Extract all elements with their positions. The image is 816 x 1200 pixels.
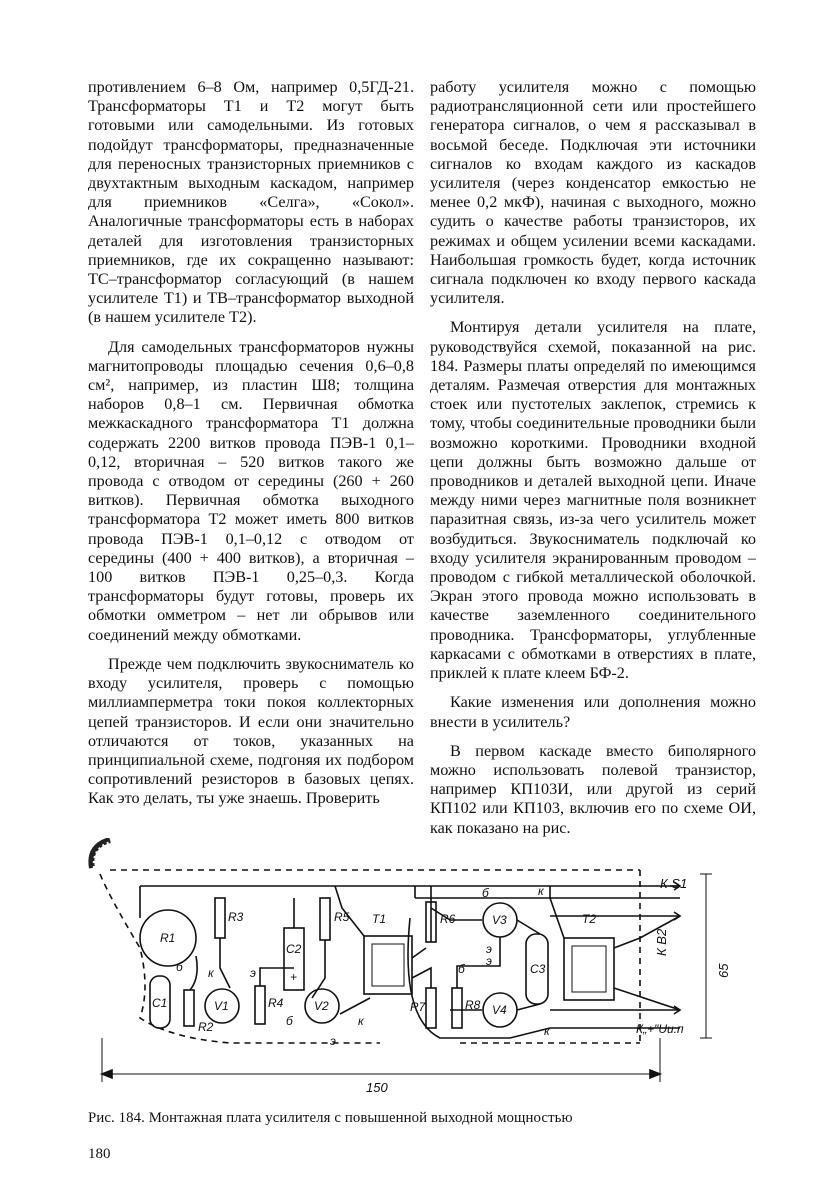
emitter-label-1: э xyxy=(250,966,256,980)
emitter-label-3: э xyxy=(486,942,492,956)
left-text-column xyxy=(88,78,414,819)
paragraph: Для самодельных трансформаторов нужны магнитопроводы площадью сечения 0,6–0,8 см², например, из пластин Ш8; толщина наборов 0,8–1 см. Первичная обмотка межкаскадного трансформатора Т1 должна содержать 2200 витков провода ПЭВ-1 0,1–0,12, вторичная – 520 витков такого же провода с отводом от середины (260 + 260 витков). Первичная обмотка выходного трансформатора Т2 может иметь 800 витков провода ПЭВ-1 0,1–0,12 с отводом от середины (400 + 400 витков), а вторичная – 100 витков ПЭВ-1 0,25–0,3. Когда трансформаторы будут готовы, проверь их обмотки омметром – нет ли обрывов или соединений между обмотками. xyxy=(88,337,414,644)
page-number: 180 xyxy=(88,1146,111,1162)
collector-label-4: к xyxy=(544,1024,550,1038)
r6-label: R6 xyxy=(440,912,456,926)
r2-label: R2 xyxy=(198,1020,214,1034)
paragraph: противлением 6–8 Ом, например 0,5ГД-21. Трансформаторы Т1 и Т2 могут быть готовыми или самодельными. Из готовых подойдут трансформаторы, предназначенные для переносных транзисторных приемников с двухтактным выходным каскадом, например для приемников «Селга», «Сокол». Аналогичные трансформаторы есть в наборах деталей для изготовления транзисторных приемников, где их сокращенно называют: ТС–трансформатор согласующий (в нашем усилителе Т1) и ТВ–трансформатор выходной (в нашем усилителе Т2). xyxy=(88,78,414,327)
c2-label: C2 xyxy=(286,942,302,956)
v1-label: V1 xyxy=(214,999,229,1013)
to-b2-label: К В2 xyxy=(654,928,669,956)
figure-caption: Рис. 184. Монтажная плата усилителя с повышенной выходной мощностью xyxy=(88,1110,573,1126)
paragraph: В первом каскаде вместо биполярного можно использовать полевой транзистор, например КП103И, или другой из серий КП102 или КП103, включив его по схеме ОИ, как показано на рис. xyxy=(430,741,756,837)
v3-label: V3 xyxy=(492,913,507,927)
circuit-board-figure xyxy=(80,838,740,1108)
emitter-label-2: э xyxy=(330,1034,336,1048)
base-label-3: б xyxy=(482,886,489,900)
paragraph: работу усилителя можно с помощью радиотрансляционной сети или простейшего генератора сигналов, о чем я рассказывал в восьмой беседе. Подключая эти источники сигналов ко входам каждого из каскадов усилителя (через конденсатор емкостью не менее 0,2 мкФ), начиная с выходного, можно судить о качестве работы транзисторов, их режимах и общем усилении всеми каскадами. Наибольшая громкость будет, когда источник сигнала подключен ко входу первого каскада усилителя. xyxy=(430,78,756,308)
emitter-label-4: э xyxy=(486,954,492,968)
base-label-1: б xyxy=(176,960,183,974)
to-s1-label: К S1 xyxy=(660,876,688,891)
t1-label: T1 xyxy=(372,912,387,926)
r3-label: R3 xyxy=(228,910,244,924)
plus-label: + xyxy=(290,970,298,984)
r1-label: R1 xyxy=(160,931,176,945)
c3-label: C3 xyxy=(530,962,546,976)
base-label-4: б xyxy=(458,962,465,976)
t2-label: T2 xyxy=(582,912,597,926)
collector-label-3: к xyxy=(538,884,544,898)
to-power-label: К„+"Uи.п xyxy=(636,1022,684,1036)
collector-label-2: к xyxy=(358,1014,364,1028)
paragraph: Монтируя детали усилителя на плате, руководствуйся схемой, показанной на рис. 184. Размеры платы определяй по имеющимся деталям. Размечая отверстия для монтажных стоек или пустотелых заклепок, стремись к тому, чтобы соединительные проводники были возможно короткими. Проводники входной цепи должны быть возможно дальше от проводников и деталей выходной цепи. Иначе между ними через магнитные поля возникнет паразитная связь, из-за чего усилитель может возбудиться. Звукосниматель подключай ко входу усилителя экранированным проводом – проводом с гибкой металлической оболочкой. Экран этого провода можно использовать в качестве заземленного соединительного проводника. Трансформаторы, углубленные каркасами с обмотками в отверстиях в плате, приклей к плате клеем БФ-2. xyxy=(430,318,756,683)
base-label-2: б xyxy=(286,1014,293,1028)
height-dimension-label: 65 xyxy=(716,963,731,978)
v2-label: V2 xyxy=(314,999,329,1013)
collector-label-1: к xyxy=(208,966,214,980)
right-text-column xyxy=(430,78,756,848)
paragraph: Прежде чем подключить звукосниматель ко входу усилителя, проверь с помощью миллиамперметра токи покоя коллекторных цепей транзисторов. И если они значительно отличаются от токов, указанных на принципиальной схеме, подгоняя их подбором сопротивлений резисторов в базовых цепях. Как это делать, ты уже знаешь. Проверить xyxy=(88,654,414,808)
r5-label: R5 xyxy=(334,910,350,924)
width-dimension-label: 150 xyxy=(366,1080,388,1095)
r7-label: R7 xyxy=(410,1000,426,1014)
v4-label: V4 xyxy=(492,1003,507,1017)
r4-label: R4 xyxy=(268,996,284,1010)
paragraph: Какие изменения или дополнения можно внести в усилитель? xyxy=(430,693,756,731)
r8-label: R8 xyxy=(465,998,481,1012)
c1-label: C1 xyxy=(152,996,168,1010)
